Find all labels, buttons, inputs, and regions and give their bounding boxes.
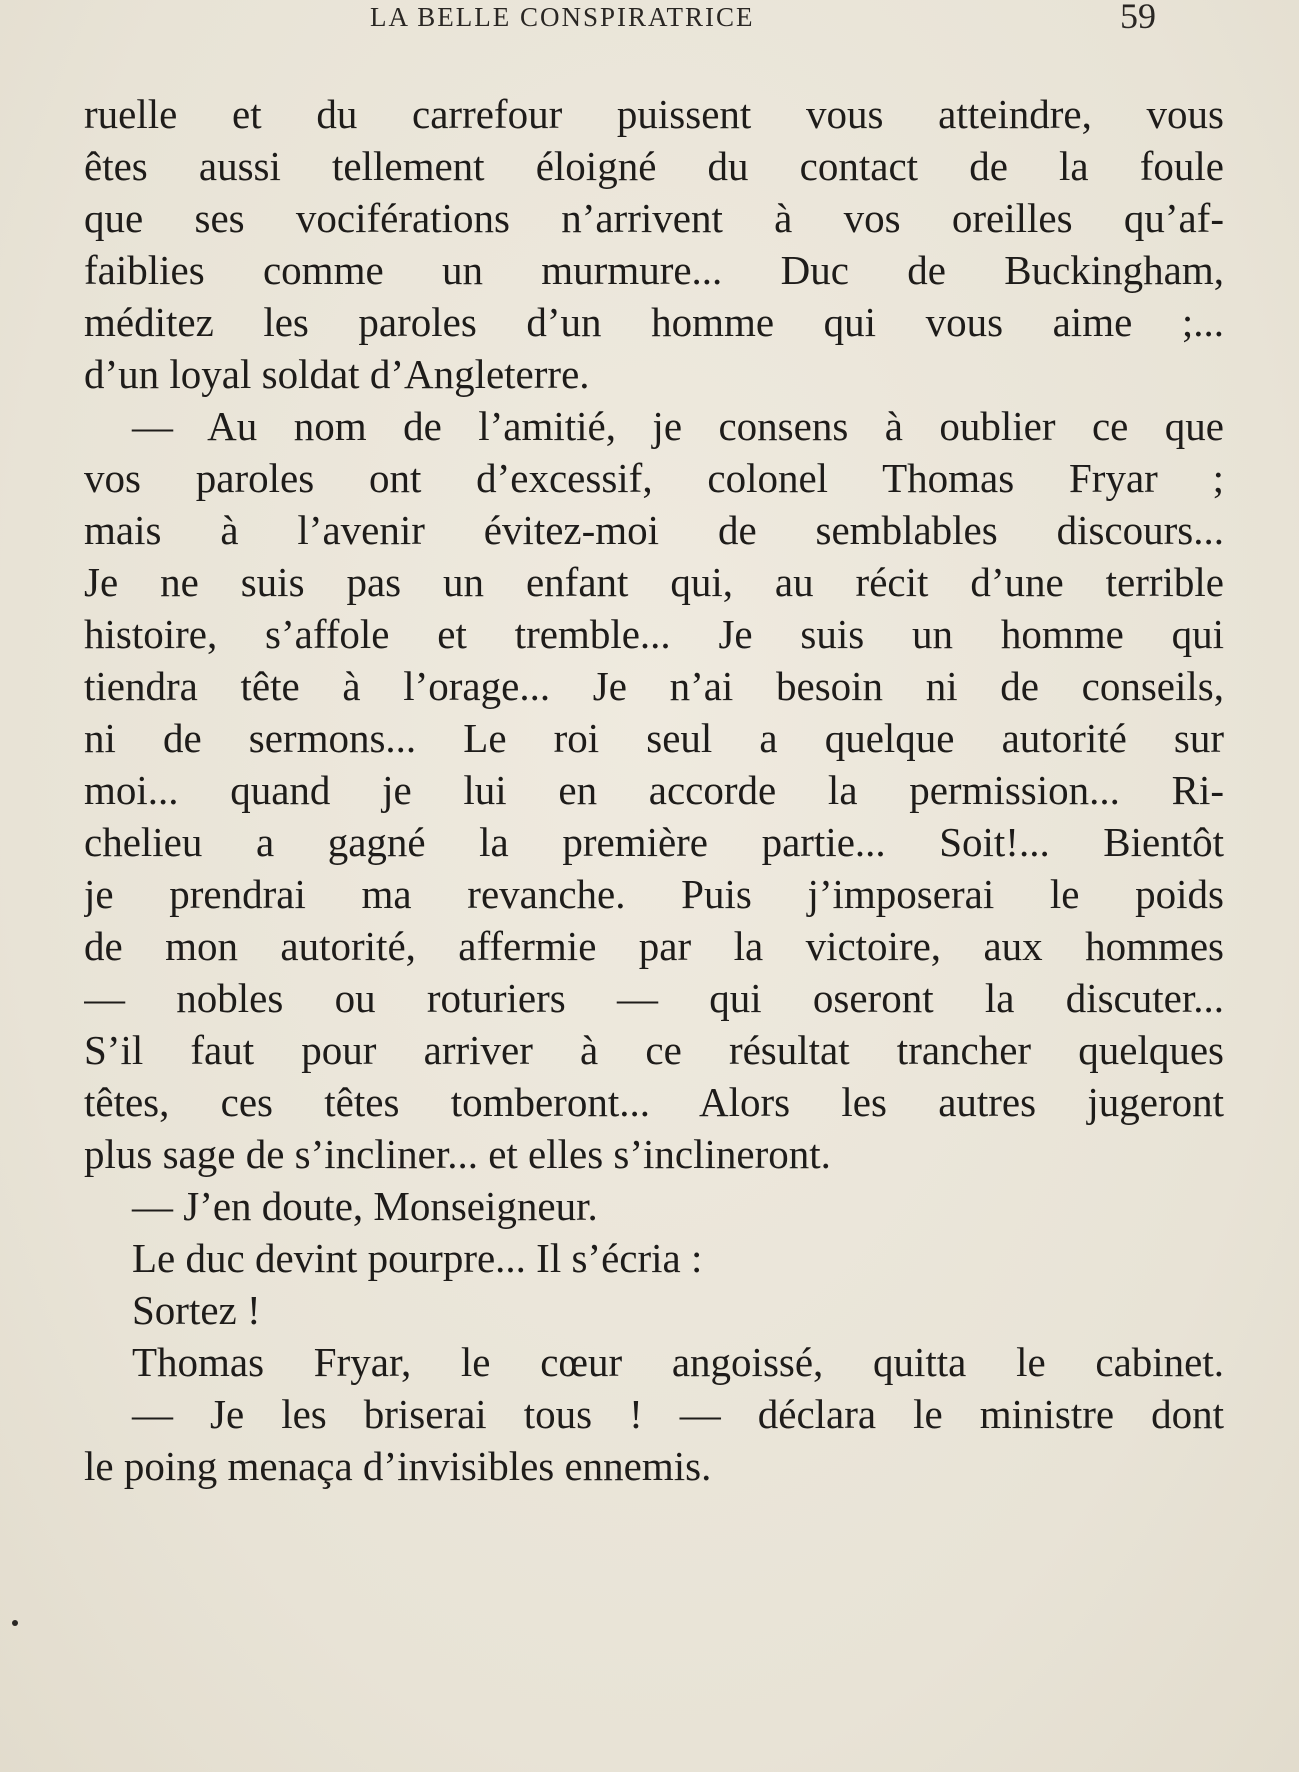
text-line: mais à l’avenir évitez-moi de semblables discours... [84, 507, 1224, 553]
text-line: Sortez ! [132, 1287, 261, 1333]
text-line: Le duc devint pourpre... Il s’écria : [132, 1235, 703, 1281]
text-line: — Au nom de l’amitié, je consens à oublier ce que [132, 403, 1224, 449]
text-line: ruelle et du carrefour puissent vous atteindre, vous [84, 91, 1224, 137]
page-number: 59 [1120, 0, 1156, 36]
text-line: — Je les briserai tous ! — déclara le ministre dont [132, 1391, 1224, 1437]
text-line: histoire, s’affole et tremble... Je suis un homme qui [84, 611, 1224, 657]
text-line: — nobles ou roturiers — qui oseront la discuter... [84, 975, 1224, 1021]
text-line: plus sage de s’incliner... et elles s’inclineront. [84, 1131, 831, 1177]
text-line: vos paroles ont d’excessif, colonel Thomas Fryar ; [84, 455, 1224, 501]
text-line: têtes, ces têtes tomberont... Alors les autres jugeront [84, 1079, 1224, 1125]
text-line: Je ne suis pas un enfant qui, au récit d’une terrible [84, 559, 1224, 605]
body-text [84, 88, 1224, 1492]
running-title: LA BELLE CONSPIRATRICE [370, 2, 755, 32]
ink-speck [12, 1620, 18, 1626]
text-line: d’un loyal soldat d’Angleterre. [84, 351, 590, 397]
text-line: faiblies comme un murmure... Duc de Buckingham, [84, 247, 1224, 293]
text-line: tiendra tête à l’orage... Je n’ai besoin ni de conseils, [84, 663, 1224, 709]
text-line: ni de sermons... Le roi seul a quelque autorité sur [84, 715, 1224, 761]
text-line: je prendrai ma revanche. Puis j’imposerai le poids [84, 871, 1224, 917]
text-line: le poing menaça d’invisibles ennemis. [84, 1443, 712, 1489]
text-line: moi... quand je lui en accorde la permission... Ri- [84, 767, 1224, 813]
text-line: chelieu a gagné la première partie... Soit!... Bientôt [84, 819, 1224, 865]
text-line: Thomas Fryar, le cœur angoissé, quitta le cabinet. [132, 1339, 1224, 1385]
text-line: S’il faut pour arriver à ce résultat trancher quelques [84, 1027, 1224, 1073]
text-line: que ses vociférations n’arrivent à vos oreilles qu’af- [84, 195, 1224, 241]
text-line: êtes aussi tellement éloigné du contact de la foule [84, 143, 1224, 189]
text-line: — J’en doute, Monseigneur. [132, 1183, 598, 1229]
text-line: méditez les paroles d’un homme qui vous aime ;... [84, 299, 1224, 345]
text-line: de mon autorité, affermie par la victoire, aux hommes [84, 923, 1224, 969]
